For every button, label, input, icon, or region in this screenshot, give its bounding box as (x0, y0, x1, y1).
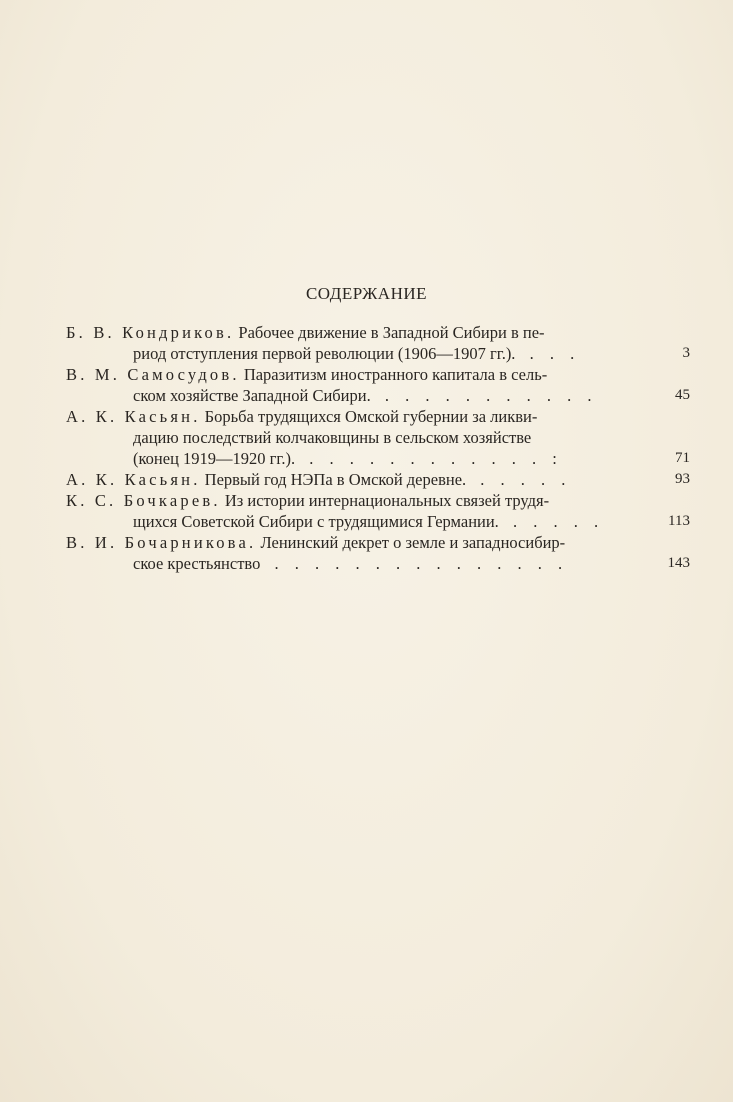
toc-title-line: (конец 1919—1920 гг.). (133, 449, 296, 468)
toc-title-line: щихся Советской Сибири с трудящимися Германии. (133, 512, 499, 531)
toc-leader-dots: . . . (529, 344, 581, 363)
toc-line (66, 364, 690, 385)
toc-leader-dots: . . . . . . . . . . . . . . . (274, 554, 569, 573)
toc-leader-dots: . . . . . (512, 512, 605, 531)
toc-entry (66, 490, 690, 532)
toc-page-number: 45 (675, 387, 690, 403)
toc-author: А. К. Касьян. (66, 470, 201, 489)
toc-line (66, 343, 690, 364)
contents-heading: СОДЕРЖАНИЕ (305, 284, 428, 303)
toc-title-line: дацию последствий колчаковщины в сельском хозяйстве (133, 428, 532, 447)
toc-entry (66, 532, 690, 574)
toc-line (66, 385, 690, 406)
toc-page-number: 71 (675, 450, 690, 466)
toc-entry (66, 469, 690, 490)
toc-line (66, 448, 690, 469)
table-of-contents (66, 322, 690, 574)
toc-title-line: Первый год НЭПа в Омской деревне. (204, 470, 467, 489)
toc-line (66, 322, 690, 343)
toc-entry (66, 364, 690, 406)
toc-title-line: ское крестьянство (133, 554, 261, 573)
toc-line (66, 553, 690, 574)
toc-leader-dots: . . . . . . . . . . . (384, 386, 598, 405)
toc-title-line: ском хозяйстве Западной Сибири. (133, 386, 371, 405)
toc-line (66, 511, 690, 532)
toc-line (66, 406, 690, 427)
toc-title-line: Ленинский декрет о земле и западносибир- (260, 533, 566, 552)
toc-author: В. М. Самосудов. (66, 365, 240, 384)
toc-author: В. И. Бочарникова. (66, 533, 257, 552)
toc-entry (66, 406, 690, 469)
toc-page-number: 93 (675, 471, 690, 487)
toc-title-line: Борьба трудящихся Омской губернии за ликви- (204, 407, 538, 426)
toc-entry (66, 322, 690, 364)
toc-line (66, 532, 690, 553)
toc-author: А. К. Касьян. (66, 407, 201, 426)
toc-line (66, 490, 690, 511)
toc-title-line: Рабочее движение в Западной Сибири в пе- (238, 323, 545, 342)
toc-leader-dots: . . . . . . . . . . . . : (309, 449, 563, 468)
toc-line (66, 469, 690, 490)
toc-page-number: 3 (682, 345, 690, 361)
toc-line (66, 427, 690, 448)
toc-title-line: Из истории интернациональных связей трудя- (224, 491, 550, 510)
toc-author: К. С. Бочкарев. (66, 491, 221, 510)
toc-author: Б. В. Кондриков. (66, 323, 235, 342)
toc-page-number: 113 (668, 513, 690, 529)
toc-title-line: Паразитизм иностранного капитала в сель- (243, 365, 548, 384)
toc-page-number: 143 (667, 555, 690, 571)
toc-title-line: риод отступления первой революции (1906—1907 гг.). (133, 344, 516, 363)
toc-leader-dots: . . . . . (480, 470, 572, 489)
